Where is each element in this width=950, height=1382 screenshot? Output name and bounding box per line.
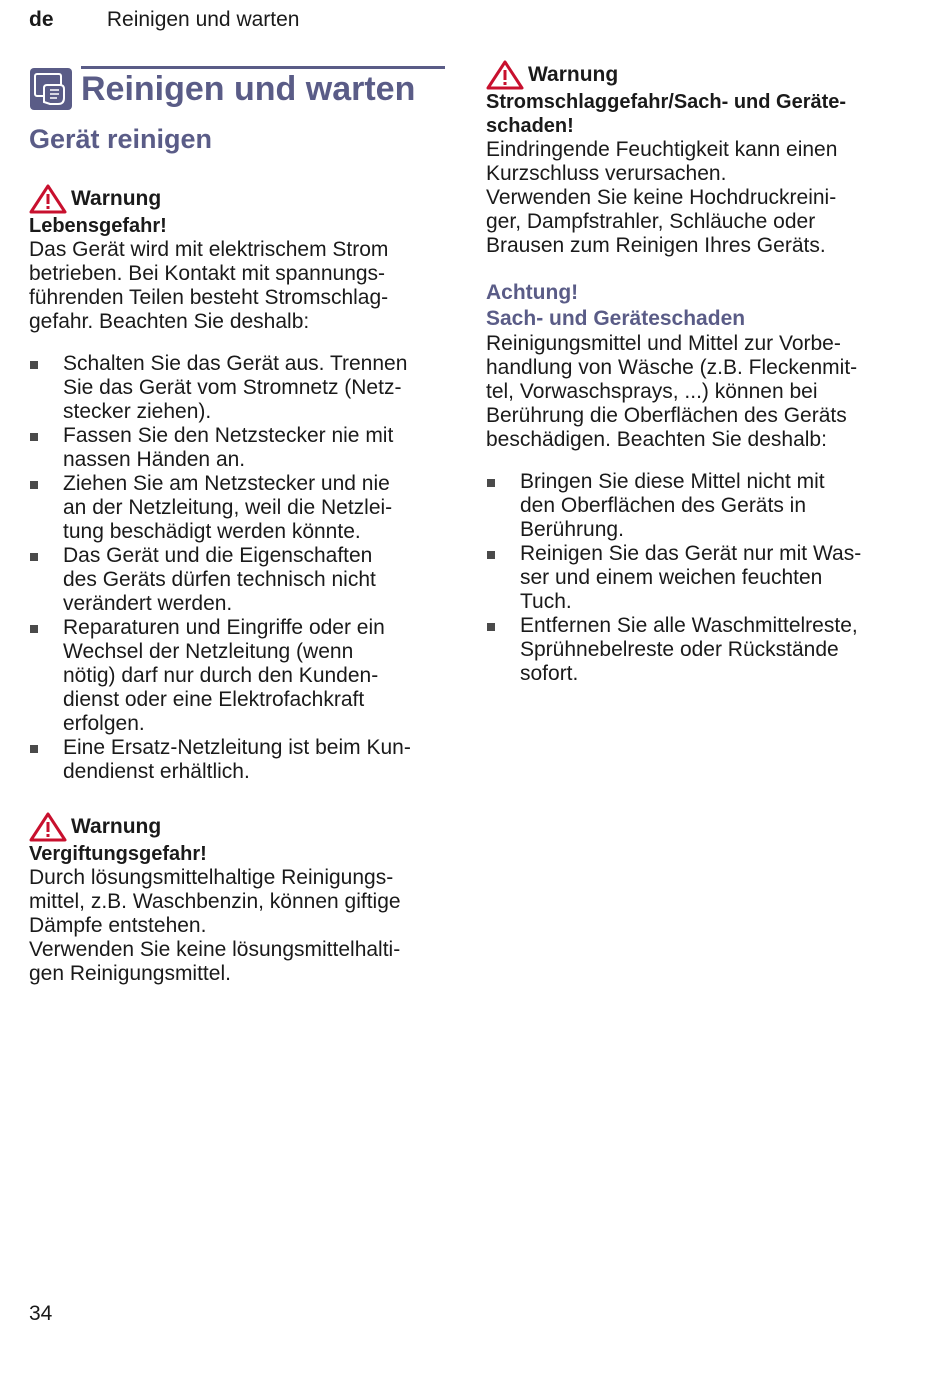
list-item: Entfernen Sie alle Waschmittelreste, Sprühnebelreste oder Rückstände sofort. — [486, 614, 906, 686]
cleaning-hand-icon — [30, 68, 72, 110]
warning-title — [29, 812, 445, 842]
warning-triangle-icon — [29, 812, 67, 842]
body-text: Eindringende Feuchtigkeit kann einen Kurzschluss verursachen. Verwenden Sie keine Hochdruckreini- ger, Dampfstrahler, Schläuche oder Brausen zum Reinigen Ihres Geräts. — [486, 138, 838, 257]
body-text: Reinigungsmittel und Mittel zur Vorbe- handlung von Wäsche (z.B. Fleckenmit- tel, Vorwaschsprays, ...) können bei Berührung die Oberflächen des Geräts beschädigen. Beachten Sie deshalb: — [486, 332, 858, 451]
warning-title — [29, 184, 445, 214]
warning-heading: Lebensgefahr! — [29, 215, 167, 237]
warning-label: Warnung — [71, 815, 162, 838]
header-title: Reinigen und warten — [106, 8, 300, 31]
body-text: Das Gerät wird mit elektrischem Strom betrieben. Bei Kontakt mit spannungs- führenden Teilen besteht Stromschlag- gefahr. Beachten Sie deshalb: — [29, 238, 389, 333]
bullet-icon — [30, 481, 38, 489]
subsection-title: Gerät reinigen — [29, 124, 213, 154]
warning-label: Warnung — [528, 63, 619, 86]
page-number: 34 — [29, 1302, 53, 1325]
list-item: Ziehen Sie am Netzstecker und nie an der Netzleitung, weil die Netzlei- tung beschädigt werden könnte. — [29, 472, 445, 544]
heading-rule — [81, 66, 445, 69]
bullet-icon — [30, 625, 38, 633]
warning-triangle-icon — [486, 60, 524, 90]
warning-title — [486, 60, 906, 90]
language-code: de — [29, 8, 54, 31]
caution-list — [486, 470, 906, 686]
warning-life-danger — [29, 184, 445, 784]
bullet-icon — [30, 433, 38, 441]
list-item: Schalten Sie das Gerät aus. Trennen Sie das Gerät vom Stromnetz (Netz- stecker ziehen). — [29, 352, 445, 424]
caution-label: Achtung! — [486, 281, 579, 304]
caution-heading: Sach- und Geräteschaden — [486, 307, 746, 330]
safety-list — [29, 352, 445, 784]
warning-label: Warnung — [71, 187, 162, 210]
list-item: Bringen Sie diese Mittel nicht mit den Oberflächen des Geräts in Berührung. — [486, 470, 906, 542]
list-item: Fassen Sie den Netzstecker nie mit nassen Händen an. — [29, 424, 445, 472]
list-item: Reparaturen und Eingriffe oder ein Wechsel der Netzleitung (wenn nötig) darf nur durch den Kunden- dienst oder eine Elektrofachkraft erfolgen. — [29, 616, 445, 736]
bullet-icon — [30, 553, 38, 561]
warning-electric-shock — [486, 60, 906, 258]
section-heading — [29, 60, 445, 118]
list-item: Eine Ersatz-Netzleitung ist beim Kun- dendienst erhältlich. — [29, 736, 445, 784]
section-title: Reinigen und warten — [81, 70, 416, 108]
page-header — [29, 8, 299, 32]
bullet-icon — [487, 551, 495, 559]
warning-triangle-icon — [29, 184, 67, 214]
bullet-icon — [30, 361, 38, 369]
left-column — [29, 60, 445, 986]
right-column — [486, 60, 906, 686]
list-item: Reinigen Sie das Gerät nur mit Was- ser und einem weichen feuchten Tuch. — [486, 542, 906, 614]
list-item: Das Gerät und die Eigenschaften des Geräts dürfen technisch nicht verändert werden. — [29, 544, 445, 616]
bullet-icon — [487, 623, 495, 631]
warning-heading: Vergiftungsgefahr! — [29, 843, 207, 865]
bullet-icon — [487, 479, 495, 487]
warning-heading: Stromschlaggefahr/Sach- und Geräte- schaden! — [486, 91, 847, 137]
warning-poisoning — [29, 812, 445, 986]
bullet-icon — [30, 745, 38, 753]
body-text: Durch lösungsmittelhaltige Reinigungs- mittel, z.B. Waschbenzin, können giftige Dämpfe entstehen. Verwenden Sie keine lösungsmittelhalti- gen Reinigungsmittel. — [29, 866, 401, 985]
